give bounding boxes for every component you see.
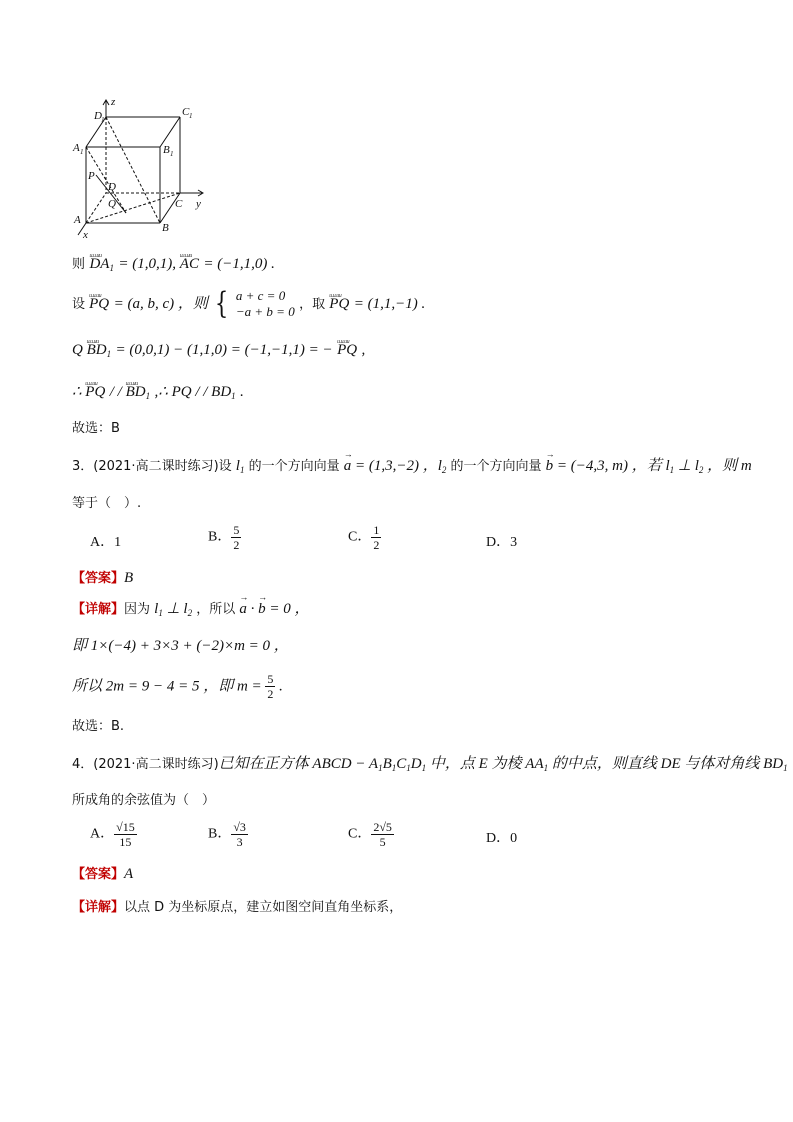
subscript: 1 (421, 763, 427, 773)
q3-detail-3 (72, 672, 283, 701)
text: . (275, 678, 283, 695)
fraction (371, 523, 381, 552)
label-C1: C (182, 106, 190, 118)
text: 则 (72, 257, 86, 272)
numerator: 5 (233, 523, 240, 537)
text: 因为 (124, 602, 155, 617)
label-z: z (111, 96, 116, 108)
subscript: 1 (231, 391, 236, 401)
denominator: 3 (236, 835, 243, 849)
solution-line-set-PQ (72, 288, 425, 320)
label-y: y (196, 198, 201, 210)
denominator: 5 (379, 835, 386, 849)
answer-tag: 【答案】 (72, 571, 125, 586)
q4-option-d[interactable]: D．0 (486, 831, 518, 846)
text: l (235, 458, 240, 474)
cube-coordinate-figure (70, 95, 210, 240)
fraction (114, 820, 137, 849)
q3-option-c[interactable] (348, 523, 381, 552)
text: 的一个方向向量 (446, 459, 546, 474)
equation: / / (109, 384, 126, 400)
numerator: √15 (116, 820, 135, 834)
denominator: 15 (119, 835, 132, 849)
label-C: C (175, 198, 183, 210)
subscript: 1 (158, 608, 163, 618)
option-label: B． (208, 826, 232, 842)
system-eq-1: a + c = 0 (235, 288, 286, 303)
denominator: 2 (373, 538, 380, 552)
q4-detail-1 (72, 897, 402, 918)
label-A: A (74, 214, 81, 226)
vector-PQ: u.u.uu PQ (329, 294, 349, 314)
question-source: (2021·高二课时练习) (93, 459, 219, 474)
answer-value: B (124, 570, 134, 586)
answer-value: A (124, 866, 134, 882)
question-3 (72, 456, 752, 480)
label-Q: Q (108, 198, 116, 210)
text: ∴ (72, 384, 86, 400)
label-D1-sub: 1 (101, 116, 105, 124)
equation: = (−4,3, m) ，若 (553, 458, 666, 474)
q3-detail-1 (72, 599, 309, 623)
option-label: C． (348, 826, 372, 842)
text: 已知在正方体 ABCD − A (218, 756, 379, 772)
label-x: x (83, 229, 88, 240)
equation: = (1,0,1), (118, 256, 180, 272)
text: ，所以 (192, 602, 240, 617)
fraction (231, 820, 248, 849)
label-B1: B (163, 144, 170, 156)
q4-option-a[interactable] (90, 820, 137, 849)
q3-answer (72, 568, 133, 589)
subscript: 1 (106, 349, 112, 359)
label-B1-sub: 1 (170, 150, 174, 158)
subscript: 1 (669, 465, 675, 475)
question-number: 3． (72, 459, 94, 474)
fraction (265, 672, 275, 701)
numerator: 1 (373, 523, 380, 537)
subscript: 1 (783, 763, 788, 773)
q3-option-b[interactable] (208, 523, 241, 552)
text: = 0 ， (265, 601, 310, 617)
equation: , (361, 342, 366, 358)
text: · (246, 601, 259, 617)
solution-line-vectors (72, 254, 275, 278)
text: ⊥ (162, 601, 184, 617)
q4-answer (72, 864, 133, 885)
equation: ,∴ PQ / / BD (154, 384, 232, 400)
vector-AC: u.u.uu AC (180, 254, 199, 274)
subscript: 2 (698, 465, 704, 475)
denominator: 2 (233, 538, 240, 552)
subscript: 1 (543, 763, 549, 773)
detail-tag: 【详解】 (72, 602, 125, 617)
text: l (694, 458, 699, 474)
numerator: √3 (233, 820, 246, 834)
question-4 (72, 754, 788, 778)
vector-a: → a (239, 599, 247, 619)
text: B (382, 756, 392, 772)
label-A1-sub: 1 (80, 148, 84, 156)
label-B: B (162, 222, 169, 234)
question-3-line2: 等于（ ）. (72, 496, 142, 511)
label-D1: D (94, 110, 102, 122)
option-label: A． (90, 826, 115, 842)
vector-DA1: u.u.uu DA (89, 254, 109, 274)
label-P: P (88, 170, 95, 182)
equation: = (0,0,1) − (1,1,0) = (−1,−1,1) = − (115, 342, 333, 358)
equation-system (236, 288, 295, 320)
text: C (396, 756, 407, 772)
vector-b: → b (546, 456, 554, 476)
text: ，则 m (703, 458, 752, 474)
vector-b: → b (258, 599, 266, 619)
q4-option-b[interactable] (208, 820, 248, 849)
equation: = (a, b, c) ，则 (113, 296, 208, 312)
text: 的一个方向向量 (244, 459, 344, 474)
denominator: 2 (267, 687, 274, 701)
subscript: 2 (187, 608, 193, 618)
label-D: D (108, 181, 116, 193)
q3-option-d[interactable]: D．3 (486, 535, 518, 550)
question-number: 4． (72, 757, 94, 772)
vector-PQ: u.u.uu PQ (337, 340, 357, 360)
subscript: 1 (145, 391, 151, 401)
brace: { (215, 286, 229, 321)
numerator: 5 (267, 672, 274, 686)
equation: . (240, 384, 244, 400)
label-C1-sub: 1 (189, 112, 193, 120)
equation: 所以 2m = 9 − 4 = 5 ，即 m = (72, 678, 266, 695)
equation: = (−1,1,0) . (203, 256, 275, 272)
text: l (437, 458, 442, 474)
fraction (371, 820, 394, 849)
text: l (154, 601, 159, 617)
solution-line-BD1 (72, 340, 365, 364)
vector-a: → a (344, 456, 352, 476)
subscript: 2 (441, 465, 447, 475)
text: 设 (218, 459, 236, 474)
subscript: 1 (378, 763, 383, 773)
q3-option-a[interactable]: A．1 (90, 535, 122, 550)
text: l (665, 458, 670, 474)
q3-detail-4: 故选：B. (72, 719, 125, 734)
fraction (231, 523, 241, 552)
answer-choice-line: 故选：B (72, 421, 120, 436)
text: Q (72, 342, 87, 358)
numerator: 2√5 (373, 820, 392, 834)
text: ⊥ (674, 458, 695, 474)
subscript: 1 (391, 763, 397, 773)
text: ，取 (299, 297, 330, 312)
option-label: B． (208, 529, 232, 545)
question-4-line2: 所成角的余弦值为（ ） (72, 793, 216, 808)
equation: = (1,3,−2) ， (351, 458, 438, 474)
vector-BD1: u.u.uu BD (87, 340, 107, 360)
q4-option-c[interactable] (348, 820, 394, 849)
text: l (183, 601, 188, 617)
solution-line-parallel (72, 382, 244, 406)
text: 的中点，则直线 DE 与体对角线 BD (548, 756, 784, 772)
equation: = (1,1,−1) . (353, 296, 426, 312)
answer-tag: 【答案】 (72, 867, 125, 882)
text: 中，点 E 为棱 AA (426, 756, 544, 772)
q3-detail-2: 即 1×(−4) + 3×3 + (−2)×m = 0 ， (72, 638, 289, 654)
vector-PQ: u.u.uu PQ (89, 294, 109, 314)
subscript: 1 (109, 263, 114, 273)
detail-tag: 【详解】 (72, 900, 125, 915)
vector-BD1: u.u.uu BD (126, 382, 146, 402)
text: D (410, 756, 422, 772)
subscript: 1 (406, 763, 411, 773)
text: 设 (72, 297, 90, 312)
vector-PQ: u.u.uu PQ (85, 382, 105, 402)
option-label: C． (348, 529, 372, 545)
label-A1: A (73, 142, 80, 154)
subscript: 1 (239, 465, 245, 475)
text: 以点 D 为坐标原点，建立如图空间直角坐标系， (124, 900, 403, 915)
question-source: (2021·高二课时练习) (93, 757, 219, 772)
system-eq-2: −a + b = 0 (235, 304, 295, 319)
